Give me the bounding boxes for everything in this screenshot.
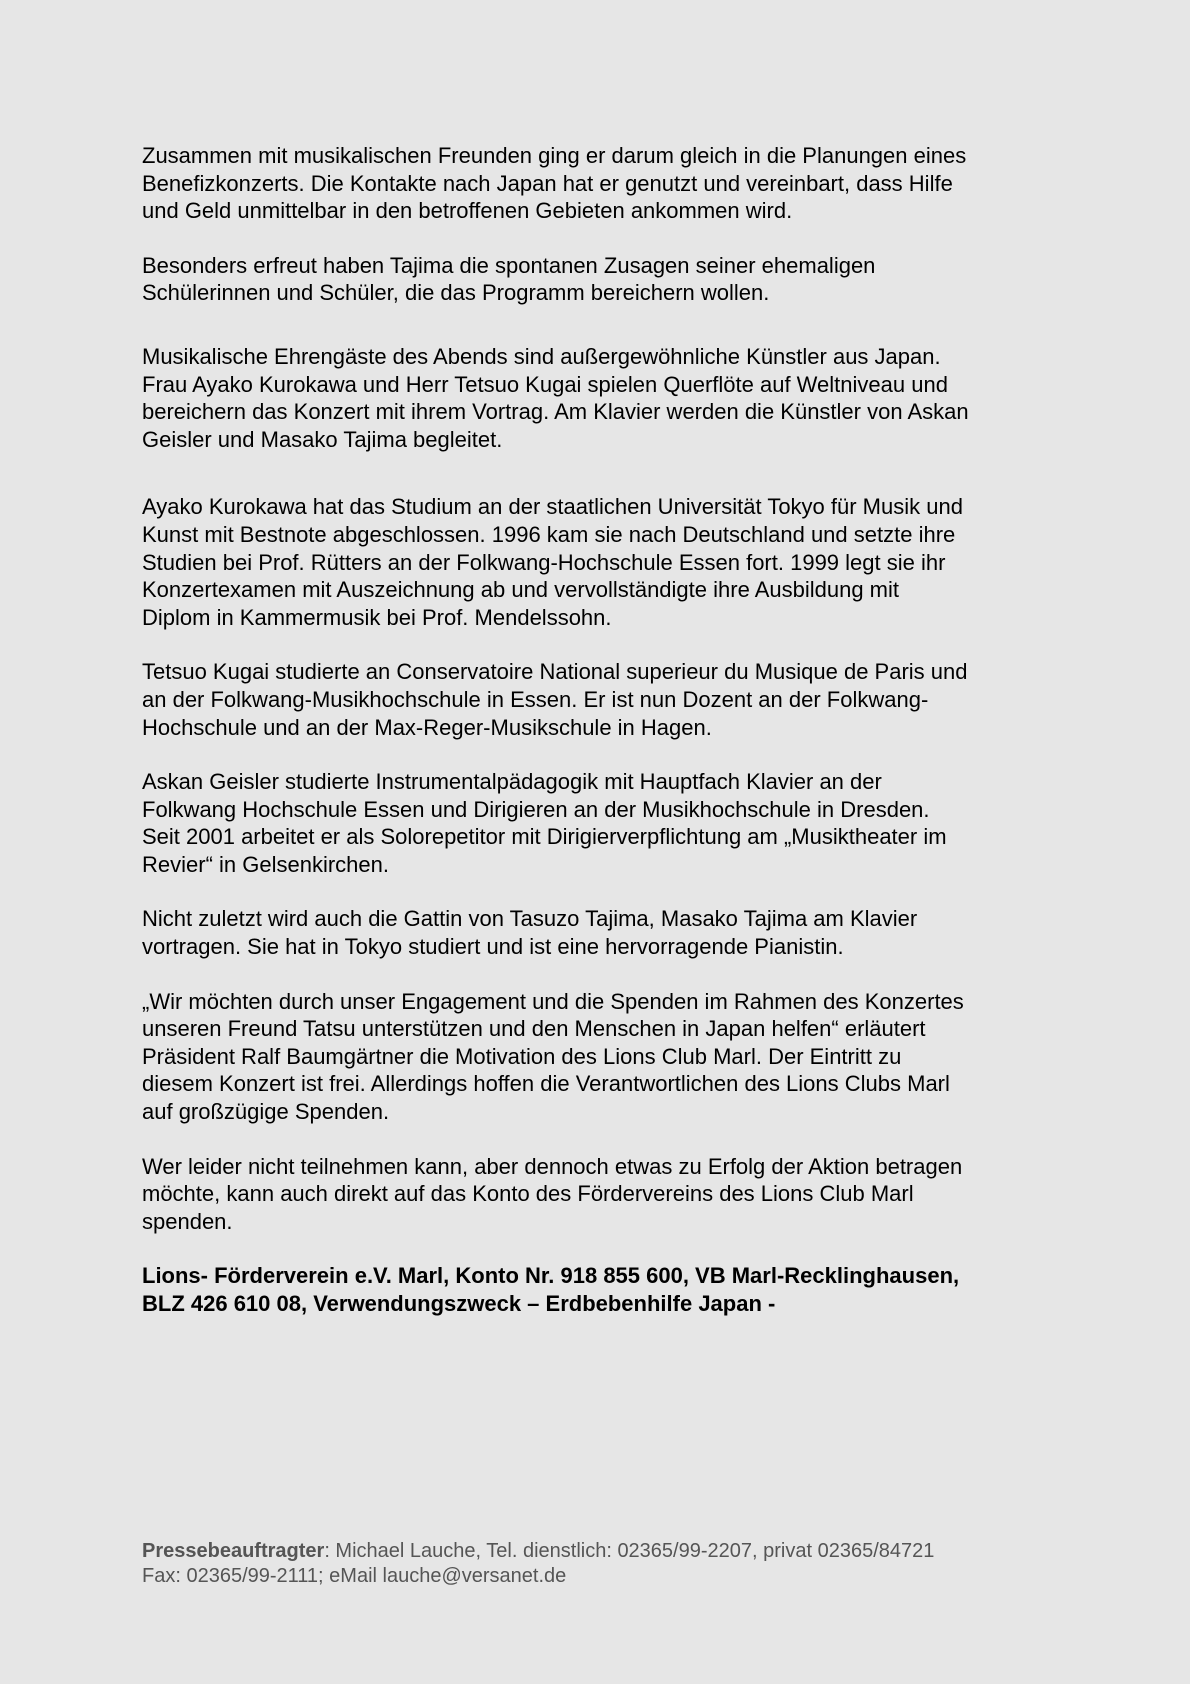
text-line: Hochschule und an der Max-Reger-Musikschule in Hagen. — [142, 714, 712, 740]
text-line: möchte, kann auch direkt auf das Konto des Fördervereins des Lions Club Marl — [142, 1181, 914, 1207]
text-line: und Geld unmittelbar in den betroffenen Gebieten ankommen wird. — [142, 198, 793, 224]
paragraph-masako-tajima — [142, 905, 1062, 960]
press-contact-footer — [142, 1539, 1062, 1589]
text-line: Kunst mit Bestnote abgeschlossen. 1996 kam sie nach Deutschland und setzte ihre — [142, 521, 956, 547]
text-line: „Wir möchten durch unser Engagement und die Spenden im Rahmen des Konzertes — [142, 988, 964, 1014]
text-line: Ayako Kurokawa hat das Studium an der staatlichen Universität Tokyo für Musik und — [142, 494, 963, 520]
text-line: Benefizkonzerts. Die Kontakte nach Japan hat er genutzt und vereinbart, dass Hilfe — [142, 170, 953, 196]
document-body — [142, 142, 1062, 1318]
text-line: Revier“ in Gelsenkirchen. — [142, 851, 389, 877]
text-line: an der Folkwang-Musikhochschule in Essen. Er ist nun Dozent an der Folkwang- — [142, 686, 929, 712]
text-line: Diplom in Kammermusik bei Prof. Mendelssohn. — [142, 604, 612, 630]
text-line: unseren Freund Tatsu unterstützen und den Menschen in Japan helfen“ erläutert — [142, 1016, 926, 1042]
paragraph-guests — [142, 343, 1062, 453]
text-line: Folkwang Hochschule Essen und Dirigieren an der Musikhochschule in Dresden. — [142, 796, 930, 822]
text-line: Präsident Ralf Baumgärtner die Motivation des Lions Club Marl. Der Eintritt zu — [142, 1043, 902, 1069]
text-line: Nicht zuletzt wird auch die Gattin von Tasuzo Tajima, Masako Tajima am Klavier — [142, 906, 918, 932]
text-line: auf großzügige Spenden. — [142, 1099, 390, 1125]
text-line: Besonders erfreut haben Tajima die spontanen Zusagen seiner ehemaligen — [142, 252, 876, 278]
text-line: Tetsuo Kugai studierte an Conservatoire National superieur du Musique de Paris und — [142, 659, 968, 685]
text-line: BLZ 426 610 08, Verwendungszweck – Erdbebenhilfe Japan - — [142, 1291, 776, 1316]
footer-label: Pressebeauftragter — [142, 1540, 325, 1562]
paragraph-benefit-planning — [142, 142, 1062, 225]
paragraph-bank-details — [142, 1262, 1062, 1317]
text-line: Geisler und Masako Tajima begleitet. — [142, 426, 503, 452]
text-line: Zusammen mit musikalischen Freunden ging er darum gleich in die Planungen eines — [142, 143, 967, 168]
text-line: Askan Geisler studierte Instrumentalpädagogik mit Hauptfach Klavier an der — [142, 769, 882, 795]
text-line: spenden. — [142, 1208, 233, 1234]
footer-line-1 — [142, 1539, 1062, 1564]
text-line: Konzertexamen mit Auszeichnung ab und vervollständigte ihre Ausbildung mit — [142, 577, 900, 603]
text-line: Studien bei Prof. Rütters an der Folkwang-Hochschule Essen fort. 1999 legt sie ihr — [142, 549, 946, 575]
paragraph-donation — [142, 1153, 1062, 1236]
paragraph-quote — [142, 988, 1062, 1126]
text-line: Musikalische Ehrengäste des Abends sind außergewöhnliche Künstler aus Japan. — [142, 343, 941, 369]
text-line: bereichern das Konzert mit ihrem Vortrag. Am Klavier werden die Künstler von Askan — [142, 399, 969, 425]
paragraph-geisler — [142, 768, 1062, 878]
footer-contact-text: : Michael Lauche, Tel. dienstlich: 02365/99-2207, privat 02365/84721 — [324, 1540, 935, 1562]
text-line: vortragen. Sie hat in Tokyo studiert und ist eine hervorragende Pianistin. — [142, 934, 844, 960]
paragraph-kurokawa — [142, 493, 1062, 631]
text-line: Seit 2001 arbeitet er als Solorepetitor mit Dirigierverpflichtung am „Musiktheater im — [142, 824, 947, 850]
text-line: Schülerinnen und Schüler, die das Programm bereichern wollen. — [142, 280, 770, 306]
paragraph-students — [142, 252, 1062, 307]
text-line: diesem Konzert ist frei. Allerdings hoffen die Verantwortlichen des Lions Clubs Marl — [142, 1071, 950, 1097]
text-line: Lions- Förderverein e.V. Marl, Konto Nr. 918 855 600, VB Marl-Recklinghausen, — [142, 1263, 960, 1289]
footer-line-2: Fax: 02365/99-2111; eMail lauche@versanet.de — [142, 1565, 567, 1587]
text-line: Wer leider nicht teilnehmen kann, aber dennoch etwas zu Erfolg der Aktion betragen — [142, 1153, 963, 1179]
text-line: Frau Ayako Kurokawa und Herr Tetsuo Kugai spielen Querflöte auf Weltniveau und — [142, 371, 948, 397]
paragraph-kugai — [142, 658, 1062, 741]
